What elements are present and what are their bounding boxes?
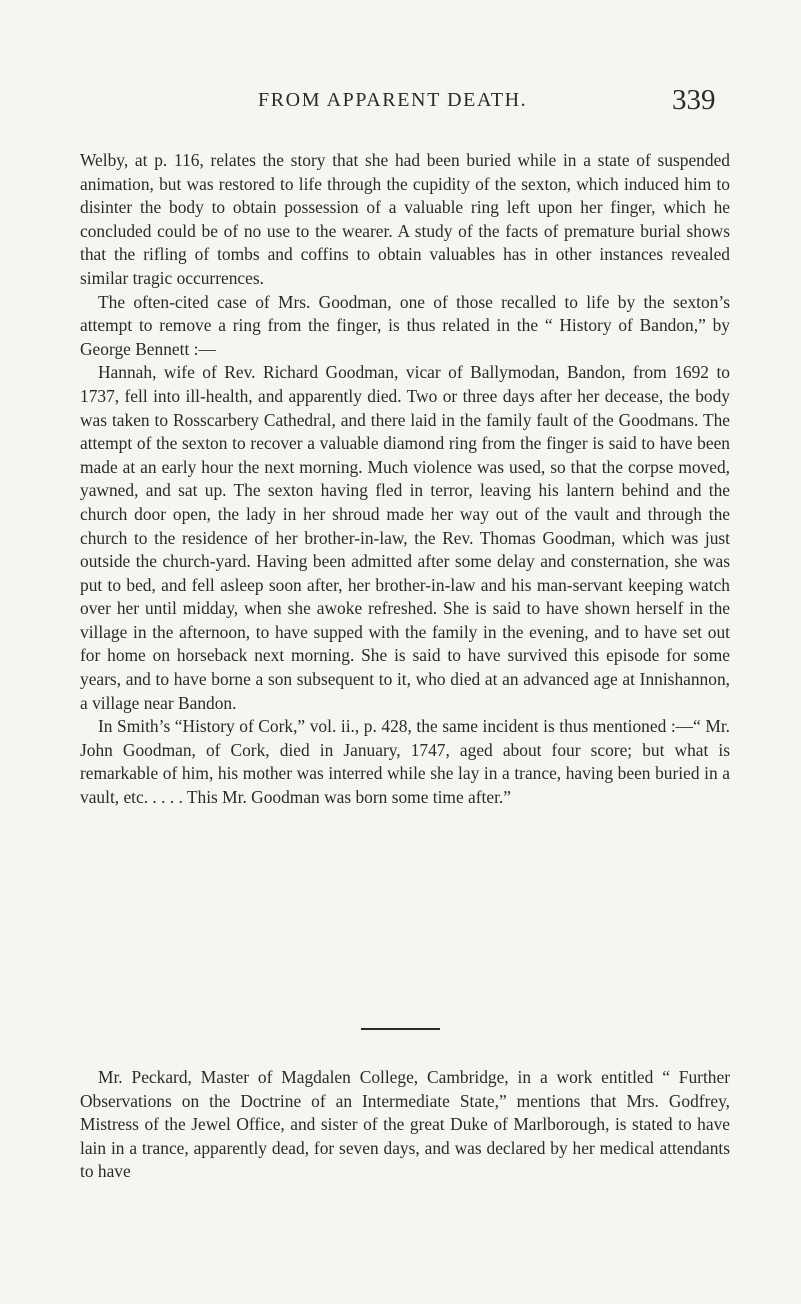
second-text-block [80, 1066, 730, 1184]
paragraph-hannah-goodman: Hannah, wife of Rev. Richard Goodman, vicar of Ballymodan, Bandon, from 1692 to 1737, fell into ill-health, and apparently died. Two or three days after her decease, the body was taken to Rosscarbery Cathedral, and there laid in the family fault of the Goodmans. The attempt of the sexton to recover a valuable diamond ring from the finger is said to have been made at an early hour the next morning. Much violence was used, so that the corpse moved, yawned, and sat up. The sexton having fled in terror, leaving his lantern behind and the church door open, the lady in her shroud made her way out of the vault and through the church to the residence of her brother-in-law, the Rev. Thomas Goodman, which was just outside the church-yard. Having been admitted after some delay and consternation, she was put to bed, and fell asleep soon after, her brother-in-law and his man-servant keeping watch over her until midday, when she awoke refreshed. She is said to have shown herself in the village in the afternoon, to have supped with the family in the evening, and to have set out for home on horseback next morning. She is said to have survived this episode for some years, and to have borne a son subsequent to it, who died at an advanced age at Innishannon, a village near Bandon. [80, 362, 730, 713]
page-number: 339 [672, 84, 716, 116]
main-text-block [80, 149, 730, 810]
running-title: FROM APPARENT DEATH. [258, 89, 528, 111]
section-divider [361, 1028, 440, 1030]
running-head [0, 84, 801, 118]
paragraph-goodman-intro: The often-cited case of Mrs. Goodman, one of those recalled to life by the sexton’s attempt to remove a ring from the finger, is thus related in the “ History of Bandon,” by George Bennett :— [80, 291, 730, 359]
paragraph-welby: Welby, at p. 116, relates the story that she had been buried while in a state of suspended animation, but was restored to life through the cupidity of the sexton, which induced him to disinter the body to obtain possession of a valuable ring left upon her finger, which he concluded could be of no use to the wearer. A study of the facts of premature burial shows that the rifling of tombs and coffins to obtain valuables has in other instances revealed similar tragic occurrences. [80, 150, 730, 288]
paragraph-peckard: Mr. Peckard, Master of Magdalen College, Cambridge, in a work entitled “ Further Observations on the Doctrine of an Intermediate State,” mentions that Mrs. Godfrey, Mistress of the Jewel Office, and sister of the great Duke of Marlborough, is stated to have lain in a trance, apparently dead, for seven days, and was declared by her medical attendants to have [80, 1067, 730, 1182]
paragraph-smith-history: In Smith’s “History of Cork,” vol. ii., p. 428, the same incident is thus mentioned :—“ Mr. John Goodman, of Cork, died in January, 1747, aged about four score; but what is remarkable of him, his mother was interred while she lay in a trance, having been buried in a vault, etc. . . . . This Mr. Goodman was born some time after.” [80, 716, 730, 808]
